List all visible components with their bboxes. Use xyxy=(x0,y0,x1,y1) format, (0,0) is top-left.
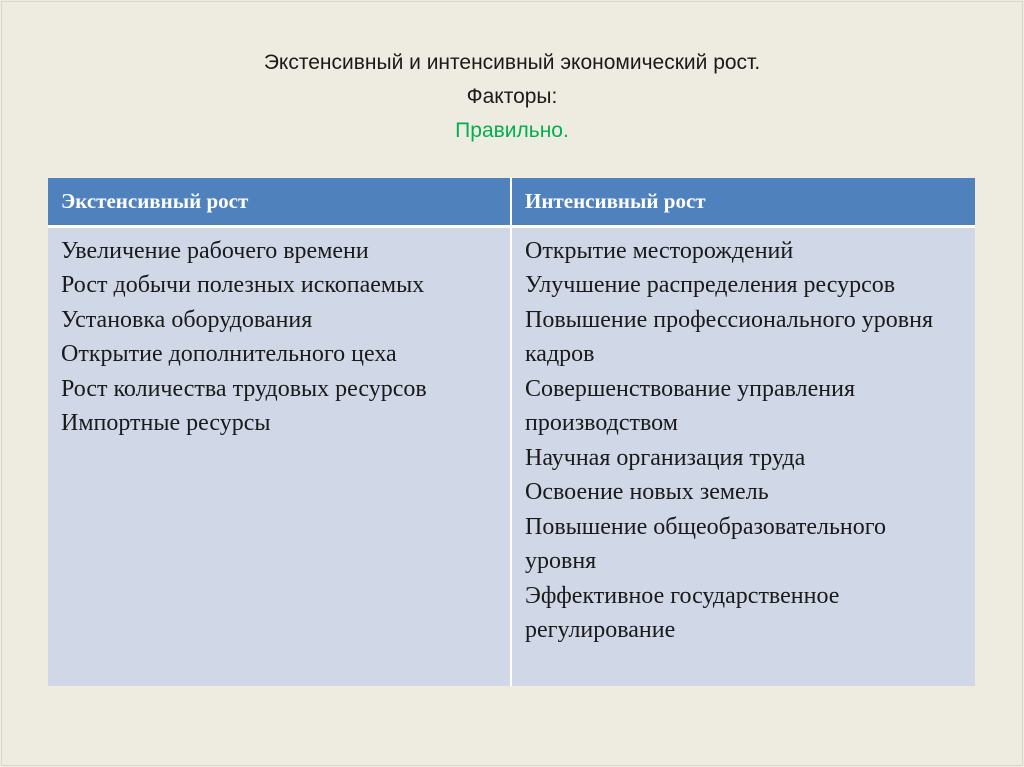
list-item: Повышение общеобразовательного уровня xyxy=(525,513,887,574)
list-item: Рост количества трудовых ресурсов xyxy=(61,375,427,402)
list-item: Открытие месторождений xyxy=(525,237,794,264)
list-item: Открытие дополнительного цеха xyxy=(61,341,397,367)
list-item: Эффективное государственное регулирование xyxy=(525,582,840,643)
list-item: Импортные ресурсы xyxy=(61,410,271,436)
title-line-2: Факторы: xyxy=(466,85,558,108)
title-line-1: Экстенсивный и интенсивный экономический рост. xyxy=(263,51,761,74)
extensive-factors-cell xyxy=(48,226,511,686)
list-item: Освоение новых земель xyxy=(525,479,769,505)
table-header-row xyxy=(48,178,975,226)
intensive-factors-cell xyxy=(511,226,975,686)
header-extensive-growth: Экстенсивный рост xyxy=(48,178,511,226)
list-item: Совершенствование управления производством xyxy=(525,375,856,436)
answer-status: Правильно. xyxy=(455,119,569,142)
header-intensive-growth: Интенсивный рост xyxy=(511,178,975,226)
list-item: Рост добычи полезных ископаемых xyxy=(61,272,425,298)
table-row xyxy=(48,226,975,686)
slide-title xyxy=(0,46,1024,148)
list-item: Улучшение распределения ресурсов xyxy=(525,272,896,298)
list-item: Установка оборудования xyxy=(61,306,313,333)
list-item: Повышение профессионального уровня кадров xyxy=(525,306,933,367)
list-item: Научная организация труда xyxy=(525,444,806,471)
list-item: Увеличение рабочего времени xyxy=(61,237,369,264)
factors-table xyxy=(48,178,975,686)
